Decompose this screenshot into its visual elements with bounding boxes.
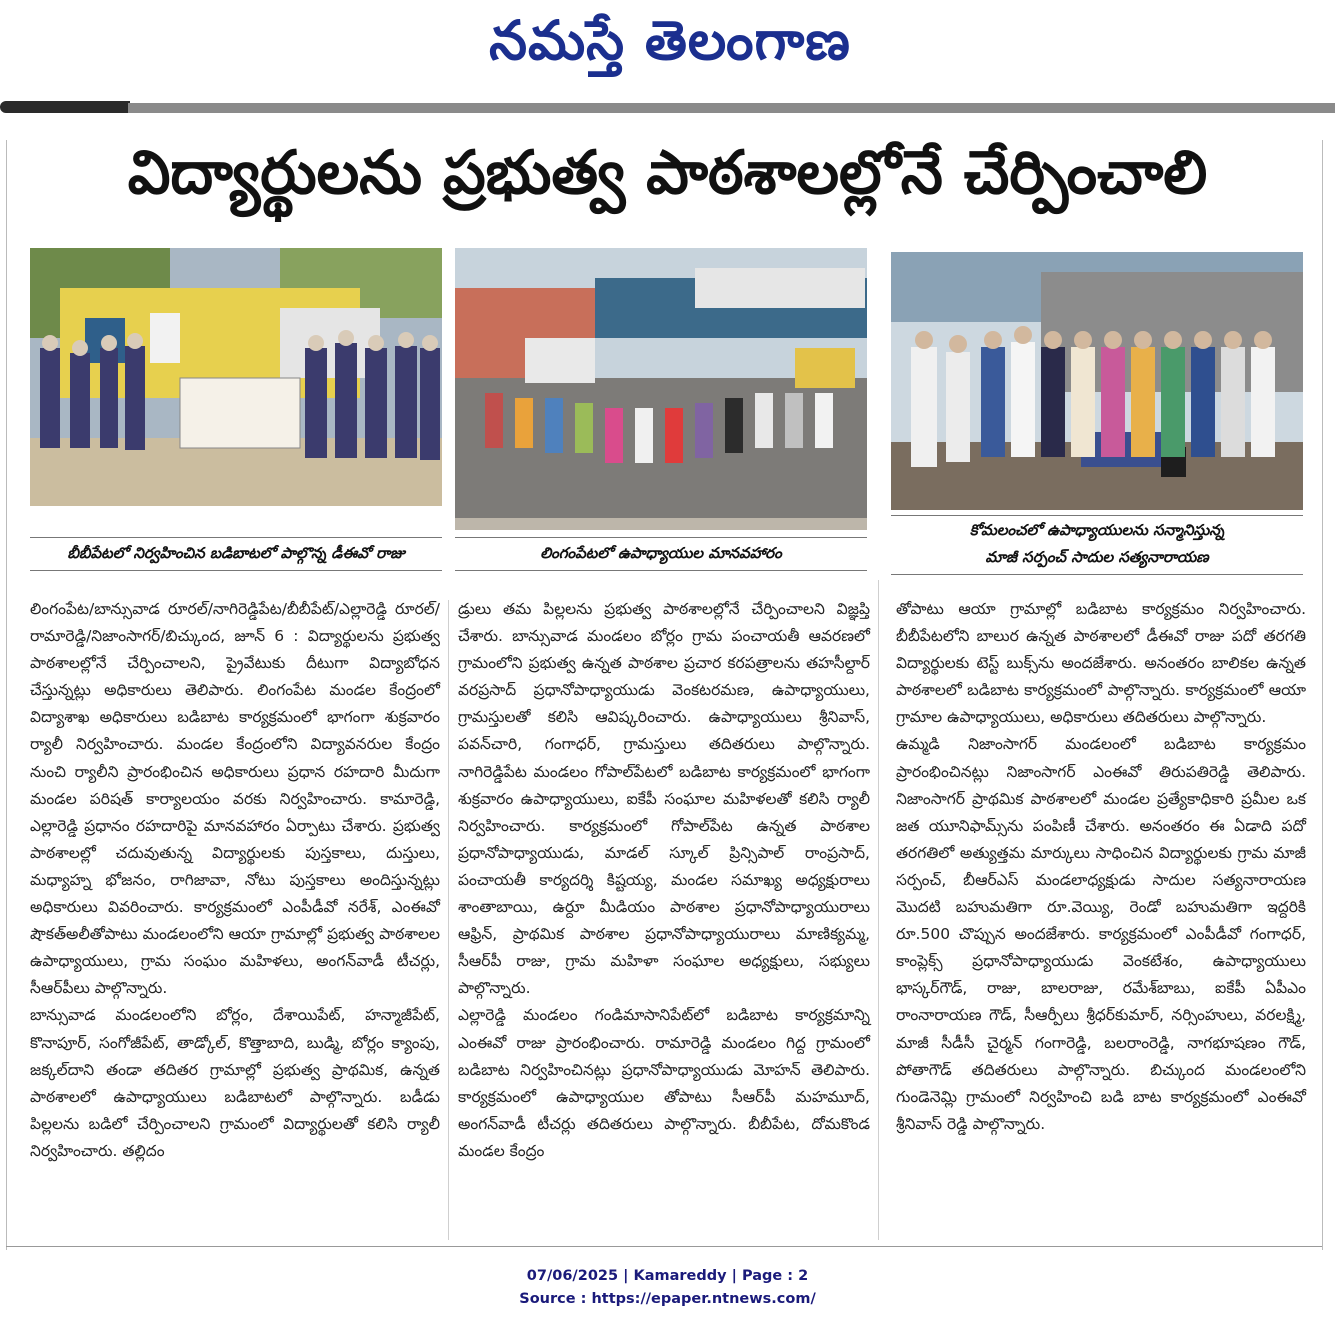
article-bottom-rule [6, 1246, 1322, 1247]
column-separator [878, 580, 879, 1240]
paragraph: లింగంపేట/బాన్సువాడ రూరల్/నాగిరెడ్డిపేట/బీబీపేట్/ఎల్లారెడ్డి రూరల్/రామారెడ్డి/నిజాంసాగర్/బిచ్కుంద, జూన్ 6 : విద్యార్థులను ప్రభుత్వ పాఠశాలల్లోనే చేర్పించాలని, ప్రైవేటుకు దీటుగా విద్యాబోధన చేస్తున్నట్లు అధికారులు తెలిపారు. లింగంపేట మండల కేంద్రంలో విద్యాశాఖ అధికారులు బడిబాట కార్యక్రమంలో భాగంగా శుక్రవారం ర్యాలీ నిర్వహించారు. మండల కేంద్రంలోని విద్యావనరుల కేంద్రం నుంచి ర్యాలీని ప్రారంభించిన అధికారులు ప్రధాన రహదారి మీదుగా మండల పరిషత్ కార్యాలయం వరకు నిర్వహించారు. కామారెడ్డి, ఎల్లారెడ్డి ప్రధానం రహదారిపై మానవహారం ఏర్పాటు చేశారు. ప్రభుత్వ పాఠశాలల్లో చదువుతున్న విద్యార్థులకు పుస్తకాలు, దుస్తులు, మధ్యాహ్న భోజనం, రాగిజావా, నోటు పుస్తకాలు అందిస్తున్నట్లు అధికారులు వివరించారు. కార్యక్రమంలో ఎంపీడీవో నరేశ్, ఎంఈవో షౌకత్‌అలీతోపాటు మండలంలోని ఆయా గ్రామాల్లో ప్రభుత్వ పాఠశాలల ఉపాధ్యాయులు, గ్రామ సంఘం మహిళలు, అంగన్‌వాడీ టీచర్లు, సీఆర్‌పీలు పాల్గొన్నారు. [30, 600, 440, 998]
article-column-1 [30, 596, 440, 1165]
masthead-rule [128, 103, 1335, 113]
caption-rule [455, 537, 867, 538]
newspaper-logo: నమస్తే తెలంగాణ [489, 9, 851, 72]
article-column-3 [896, 596, 1306, 1138]
masthead-rule-dark [0, 101, 130, 113]
column-separator [448, 600, 449, 1240]
photo-caption-2: లింగంపేటలో ఉపాధ్యాయుల మానవహారం [540, 544, 782, 562]
photo-caption-1: బీబీపేటలో నిర్వహించిన బడిబాటలో పాల్గొన్న డీఈవో రాజు [67, 544, 405, 562]
photo-caption-3-line2: మాజీ సర్పంచ్ సాదుల సత్యనారాయణ [985, 548, 1209, 566]
photo-caption-3-line1: కోమలంచలో ఉపాధ్యాయులను సన్మానిస్తున్న [969, 521, 1225, 539]
photo-komalancha-felicitation [891, 252, 1303, 510]
masthead [0, 0, 1335, 100]
article-frame-right [1322, 140, 1323, 1250]
article-headline: విద్యార్థులను ప్రభుత్వ పాఠశాలల్లోనే చేర్పించాలి [127, 138, 1208, 208]
caption-rule [30, 537, 442, 538]
caption-rule [891, 515, 1303, 516]
paragraph: బాన్సువాడ మండలంలోని బోర్లం, దేశాయిపేట్, హన్మాజీపేట్, కొనాపూర్, సంగోజీపేట్, తాడ్కోల్, కొత్తాబాది, బుడ్మి, బోర్లం క్యాంపు, జక్కల్‌దాని తండా తదితర గ్రామాల్లో ప్రభుత్వ ప్రాథమిక, ఉన్నత పాఠశాలలో ఉపాధ్యాయులు బడిబాటలో పాల్గొన్నారు. బడీడు పిల్లలను బడిలో చేర్పించాలని గ్రామంలో విద్యార్థులతో కలిసి ర్యాలీ నిర్వహించారు. తల్లిదం [30, 1006, 440, 1160]
caption-rule [891, 574, 1303, 575]
paragraph: డ్రులు తమ పిల్లలను ప్రభుత్వ పాఠశాలల్లోనే చేర్పించాలని విజ్ఞప్తి చేశారు. బాన్సువాడ మండలం బోర్లం గ్రామ పంచాయతీ ఆవరణలో గ్రామంలోని ప్రభుత్వ ఉన్నత పాఠశాల ప్రచార కరపత్రాలను తహసీల్దార్ వరప్రసాద్ ప్రధానోపాధ్యాయుడు వెంకటరమణ, ఉపాధ్యాయులు, గ్రామస్తులతో కలిసి ఆవిష్కరించారు. ఉపాధ్యాయులు శ్రీనివాస్, పవన్‌చారి, గంగాధర్, గ్రామస్తులు తదితరులు పాల్గొన్నారు. నాగిరెడ్డిపేట మండలం గోపాల్‌పేటలో బడిబాట కార్యక్రమంలో భాగంగా శుక్రవారం ఉపాధ్యాయులు, ఐకేపీ సంఘాల మహిళలతో కలిసి ర్యాలీ నిర్వహించారు. కార్యక్రమంలో గోపాల్‌పేట ఉన్నత పాఠశాల ప్రధానోపాధ్యాయుడు, మాడల్ స్కూల్ ప్రిన్సిపాల్ రాంప్రసాద్, పంచాయతీ కార్యదర్శి కిష్టయ్య, మండల సమాఖ్య అధ్యక్షురాలు శాంతాబాయి, ఉర్దూ మీడియం పాఠశాల ప్రధానోపాధ్యాయురాలు ఆఫ్రిన్, ప్రాథమిక పాఠశాల ప్రధానోపాధ్యాయురాలు మాణిక్యమ్మ, సీఆర్‌పీ రాజు, గ్రామ మహిళా సంఘాల అధ్యక్షులు, సభ్యులు పాల్గొన్నారు. [458, 600, 870, 998]
paragraph: ఎల్లారెడ్డి మండలం గండిమాసానిపేట్‌లో బడిబాట కార్యక్రమాన్ని ఎంఈవో రాజు ప్రారంభించారు. రామారెడ్డి మండలం గిద్ద గ్రామంలో బడిబాట నిర్వహించినట్లు ప్రధానోపాధ్యాయుడు మోహన్ తెలిపారు. కార్యక్రమంలో ఉపాధ్యాయుల తోపాటు సీఆర్‌పీ మహమూద్, అంగన్‌వాడీ టీచర్లు తదితరులు పాల్గొన్నారు. బీబీపేట, దోమకొండ మండల కేంద్రం [458, 1006, 870, 1160]
caption-rule [455, 570, 867, 571]
footer-source: Source : https://epaper.ntnews.com/ [519, 1291, 816, 1307]
paragraph: ఉమ్మడి నిజాంసాగర్ మండలంలో బడిబాట కార్యక్రమం ప్రారంభించినట్లు నిజాంసాగర్ ఎంఈవో తిరుపతిరెడ్డి తెలిపారు. నిజాంసాగర్ ప్రాథమిక పాఠశాలలో మండల ప్రత్యేకాధికారి ప్రమీల ఒక జత యూనిఫామ్స్‌ను పంపిణీ చేశారు. అనంతరం ఈ ఏడాది పదో తరగతిలో అత్యుత్తమ మార్కులు సాధించిన విద్యార్థులకు గ్రామ మాజీ సర్పంచ్, బీఆర్‌ఎస్ మండలాధ్యక్షుడు సాదుల సత్యనారాయణ మొదటి బహుమతిగా రూ.వెయ్యి, రెండో బహుమతిగా ఇద్దరికి రూ.500 చొప్పున అందజేశారు. కార్యక్రమంలో ఎంపీడీవో గంగాధర్, కాంప్లెక్స్ ప్రధానోపాధ్యాయుడు వెంకటేశం, ఉపాధ్యాయులు భాస్కర్‌గౌడ్, రాజు, బాలరాజు, రమేశ్‌బాబు, ఐకేపీ ఏపీఎం రాంనారాయణ గౌడ్, సీఆర్పీలు శ్రీధర్‌కుమార్, నర్సింహులు, వరలక్ష్మి, మాజీ సీడీసీ చైర్మన్ గంగారెడ్డి, బలరాంరెడ్డి, నాగభూషణం గౌడ్, పోతాగౌడ్ తదితరులు పాల్గొన్నారు. బిచ్కుంద మండలంలోని గుండెనెమ్లి గ్రామంలో నిర్వహించి బడి బాట కార్యక్రమంలో ఎంఈవో శ్రీనివాస్ రెడ్డి పాల్గొన్నారు. [896, 735, 1306, 1133]
photo-lingampet-human-chain [455, 248, 867, 530]
article-frame-left [6, 140, 7, 1250]
photo-bibipet-rally [30, 248, 442, 506]
paragraph: తోపాటు ఆయా గ్రామాల్లో బడిబాట కార్యక్రమం నిర్వహించారు. బీబీపేటలోని బాలుర ఉన్నత పాఠశాలలో డీఈవో రాజు పదో తరగతి విద్యార్థులకు టెస్ట్ బుక్స్‌ను అందజేశారు. అనంతరం బాలికల ఉన్నత పాఠశాలలో బడిబాట కార్యక్రమంలో పాల్గొన్నారు. కార్యక్రమంలో ఆయా గ్రామాల ఉపాధ్యాయులు, అధికారులు తదితరులు పాల్గొన్నారు. [896, 600, 1306, 727]
article-column-2 [458, 596, 870, 1165]
caption-rule [30, 570, 442, 571]
footer-date-edition: 07/06/2025 | Kamareddy | Page : 2 [526, 1268, 809, 1284]
